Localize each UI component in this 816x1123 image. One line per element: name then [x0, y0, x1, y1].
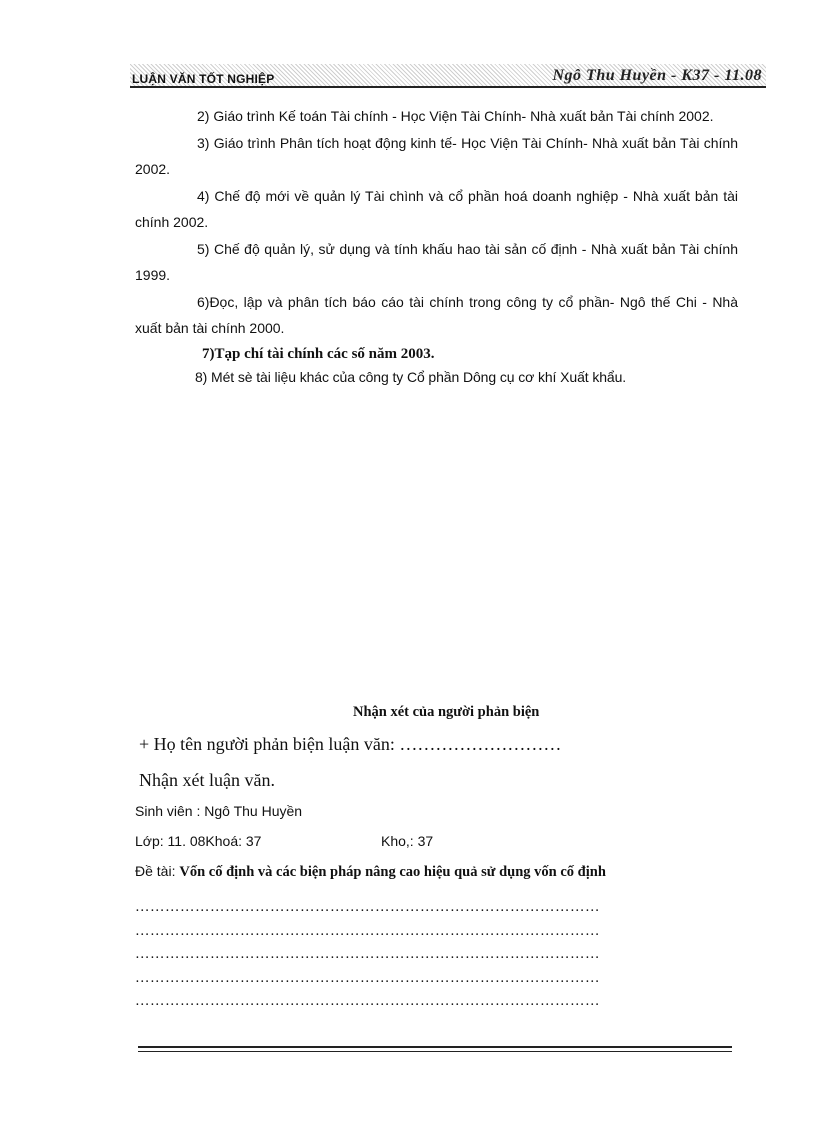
student-name: Sinh viên : Ngô Thu Huyền	[135, 803, 303, 819]
reference-item: 5) Chế độ quản lý, sử dụng và tính khấu hao tài sản cố định - Nhà xuất bản Tài chính 1999.	[135, 240, 738, 283]
header-author: Ngô Thu Huyền - K37 - 11.08	[552, 67, 762, 84]
footer-rule	[138, 1046, 732, 1052]
reference-item: 4) Chế độ mới về quản lý Tài chình và cổ phần hoá doanh nghiệp - Nhà xuất bản tài chính 2002.	[135, 187, 738, 230]
header-thesis-label: LUẬN VĂN TỐT NGHIỆP	[132, 72, 275, 86]
reference-item: 8) Mét sè tài liệu khác của công ty Cổ phần Dông cụ cơ khí Xuất khẩu.	[195, 368, 627, 385]
reviewer-name-line: + Họ tên người phản biện luận văn: ………………………	[139, 734, 562, 754]
dotted-line: …………………………………………………………………………………	[135, 899, 600, 915]
page-header	[130, 64, 766, 88]
reference-item: 2) Giáo trình Kế toán Tài chính - Học Viện Tài Chính- Nhà xuất bản Tài chính 2002.	[197, 108, 714, 124]
dotted-line: …………………………………………………………………………………	[135, 946, 600, 962]
topic-value: Vốn cố định và các biện pháp nâng cao hiệu quả sử dụng vốn cố định	[179, 864, 606, 880]
dotted-line: …………………………………………………………………………………	[135, 993, 600, 1009]
dotted-line: …………………………………………………………………………………	[135, 922, 600, 939]
class-info-row	[135, 833, 745, 849]
kho-info: Kho,: 37	[381, 833, 434, 849]
reference-item: 3) Giáo trình Phân tích hoạt động kinh tế- Học Viện Tài Chính- Nhà xuất bản Tài chính 2002.	[135, 134, 738, 177]
dotted-line: …………………………………………………………………………………	[135, 969, 600, 986]
topic-label: Đề tài:	[135, 863, 180, 879]
reference-list	[135, 103, 738, 388]
comment-heading: Nhận xét luận văn.	[139, 770, 275, 790]
comment-lines	[135, 896, 745, 1014]
reference-item: 6)Đọc, lập và phân tích báo cáo tài chính trong công ty cổ phần- Ngô thế Chi - Nhà xuất bản tài chính 2000.	[135, 293, 738, 336]
class-info: Lớp: 11. 08Khoá: 37	[135, 833, 262, 849]
reference-item: 7)Tạp chí tài chính các số năm 2003.	[202, 345, 435, 362]
review-title: Nhận xét của người phản biện	[353, 704, 540, 720]
thesis-topic	[135, 863, 606, 881]
